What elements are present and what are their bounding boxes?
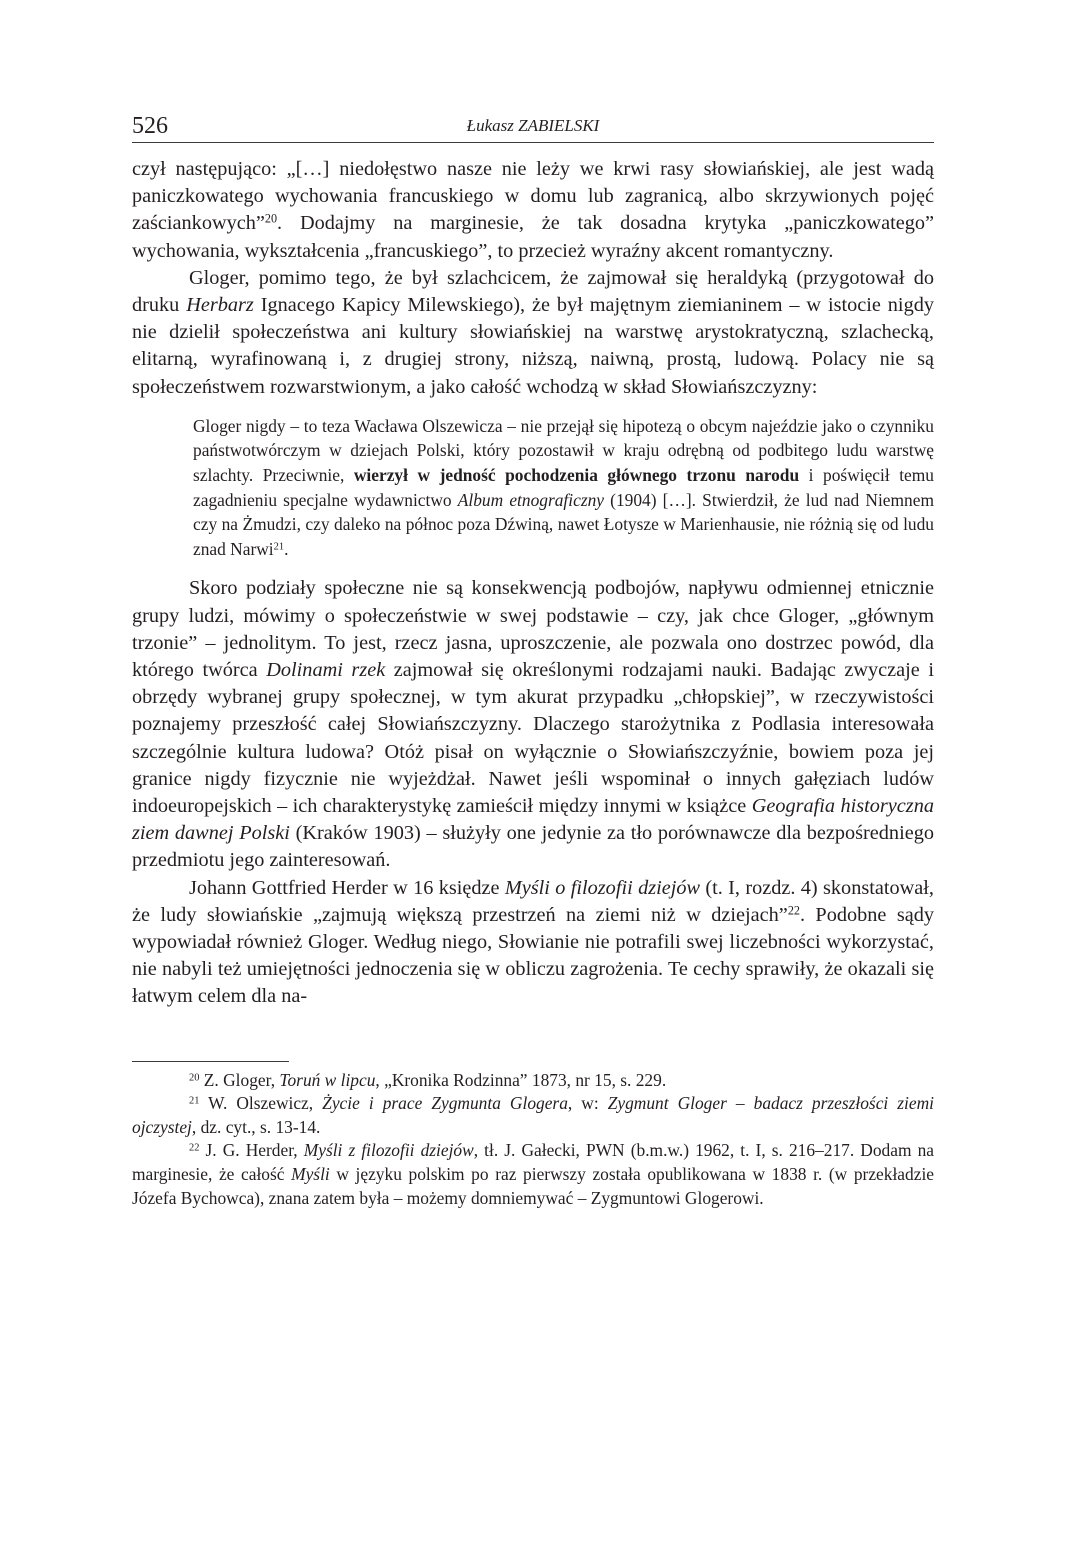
- footnote-ref: 21: [273, 541, 285, 553]
- footnote: [132, 1139, 934, 1210]
- paragraph: [132, 875, 934, 1011]
- footnote: [132, 1092, 934, 1139]
- text-run: , dz. cyt., s. 13-14.: [191, 1116, 321, 1137]
- page-number: 526: [132, 113, 168, 139]
- bold-emphasis: wierzył w jedność pochodzenia głównego trzonu narodu: [353, 465, 800, 486]
- text-run: , w:: [567, 1093, 608, 1114]
- text-run: J. G. Herder,: [199, 1140, 304, 1161]
- footnote: [132, 1069, 934, 1093]
- text-run: .: [284, 538, 289, 559]
- page: [132, 108, 934, 1210]
- italic-title: Album etnograficzny: [457, 489, 604, 510]
- italic-title: Dolinami rzek: [266, 659, 386, 681]
- text-run: (Kraków 1903) – służyły one jedynie za tło porównawcze dla bezpośredniego przedmiotu jego zainteresowań.: [132, 822, 934, 872]
- running-head: [132, 108, 934, 143]
- text-run: i poświęcił temu zagadnieniu specjalne wydawnictwo: [193, 465, 934, 510]
- italic-title: Zygmunt Gloger – badacz przeszłości ziemi ojczystej: [132, 1093, 934, 1137]
- text-run: zajmował się określonymi rodzajami nauki. Badając zwyczaje i obrzędy wybranej grupy społecznej, w tym akurat przypadku „chłopskiej”, w rzeczywistości poznajemy przeszłość całej Słowiańszczyzny. Dlaczego starożytnika z Podlasia interesowała szczególnie kultura ludowa? Otóż pisał on wyłącznie o Słowiańszczyźnie, bowiem poza jej granice nigdy fizycznie nie wyjeżdżał. Nawet jeśli wspominał o innych gałęziach ludów indoeuropejskich – ich charakterystykę zamieścił między innymi w książce: [132, 659, 934, 818]
- italic-title: Herbarz: [186, 294, 254, 317]
- block-quote-text: [193, 414, 934, 562]
- text-run: Skoro podziały społeczne nie są konsekwencją podbojów, napływu odmiennej etnicznie grupy ludzi, mówimy o społeczeństwie w swej podstawie – czy, jak chce Gloger, „głównym trzonie” – jednolitym. To jest, rzecz jasna, uproszczenie, ale pozwala ono dostrzec powód, dla którego twórca: [132, 577, 934, 681]
- text-run: . Dodajmy na marginesie, że tak dosadna krytyka „paniczkowatego” wychowania, wykształcenia „francuskiego”, to przecież wyraźny akcent romantyczny.: [132, 212, 934, 262]
- paragraph: [132, 156, 934, 265]
- footnote-ref: 22: [787, 903, 800, 918]
- paragraphs-before-quote: [132, 156, 934, 401]
- body-text: [132, 156, 934, 1011]
- paragraphs-after-quote: [132, 575, 934, 1010]
- footnote-ref: 20: [264, 211, 278, 226]
- text-run: w języku polskim po raz pierwszy została opublikowana w 1838 r. (w przekładzie Józefa Bychowca), znana zatem była – możemy domniemywać – Zygmuntowi Glogerowi.: [132, 1164, 934, 1208]
- italic-title: Myśli: [291, 1164, 330, 1185]
- text-run: Z. Gloger,: [199, 1069, 280, 1090]
- text-run: Johann Gottfried Herder w 16 księdze: [189, 876, 505, 899]
- running-title: Łukasz ZABIELSKI: [466, 116, 600, 135]
- italic-title: Myśli o filozofii dziejów: [504, 876, 701, 899]
- italic-title: Toruń w lipcu: [279, 1069, 376, 1090]
- text-run: W. Olszewicz,: [199, 1093, 323, 1114]
- footnote-ref: 20: [189, 1071, 200, 1083]
- text-run: Gloger nigdy – to teza Wacława Olszewicza – nie przejął się hipotezą o obcym najeździe jako o czynniku państwotwórczym w dziejach Polski, który pozostawił w kraju odrębną od podbitego ludu warstwę szlachty. Przeciwnie,: [193, 415, 934, 486]
- italic-title: Myśli z filozofii dziejów: [303, 1140, 474, 1161]
- footnote-ref: 22: [189, 1142, 200, 1154]
- footnote-divider: [132, 1061, 289, 1062]
- block-quote: [193, 414, 934, 562]
- text-run: , „Kronika Rodzinna” 1873, nr 15, s. 229.: [375, 1069, 667, 1090]
- text-run: czył następująco: „[…] niedołęstwo nasze nie leży we krwi rasy słowiańskiej, ale jest wadą paniczkowatego wychowania francuskiego w domu lub zagranicą, albo skrzywionych pojęć zaściankowych”: [132, 158, 934, 235]
- footnotes: [132, 1069, 934, 1211]
- italic-title: Geografia historyczna ziem dawnej Polski: [132, 795, 934, 845]
- footnote-ref: 21: [189, 1095, 200, 1107]
- paragraph: [132, 265, 934, 401]
- text-run: (1904) […]. Stwierdził, że lud nad Niemnem czy na Żmudzi, czy daleko na północ poza Dźwiną, nawet Łotysze w Marienhausie, nie różnią się od ludu znad Narwi: [193, 489, 934, 559]
- paragraph: [132, 575, 934, 874]
- text-run: , tł. J. Gałecki, PWN (b.m.w.) 1962, t. I, s. 216–217. Dodam na marginesie, że całość: [132, 1140, 934, 1185]
- text-run: Ignacego Kapicy Milewskiego), że był majętnym ziemianinem – w istocie nigdy nie dzielił społeczeństwa ani kultury słowiańskiej na warstwę arystokratyczną, szlachecką, elitarną, wyrafinowaną i, z drugiej strony, niższą, naiwną, prostą, ludową. Polacy nie są społeczeństwem rozwarstwionym, a jako całość wchodzą w skład Słowiańszczyzny:: [132, 294, 934, 398]
- text-run: . Podobne sądy wypowiadał również Gloger. Według niego, Słowianie nie potrafili swej liczebności wykorzystać, nie nabyli też umiejętności jednoczenia się w obliczu zagrożenia. Te cechy sprawiły, że okazali się łatwym celem dla na-: [132, 903, 934, 1008]
- italic-title: Życie i prace Zygmunta Glogera: [322, 1093, 568, 1114]
- text-run: (t. I, rozdz. 4) skonstatował, że ludy słowiańskie „zajmują większą przestrzeń na ziemi niż w dziejach”: [132, 876, 934, 926]
- text-run: Gloger, pomimo tego, że był szlachcicem, że zajmował się heraldyką (przygotował do druku: [132, 266, 934, 317]
